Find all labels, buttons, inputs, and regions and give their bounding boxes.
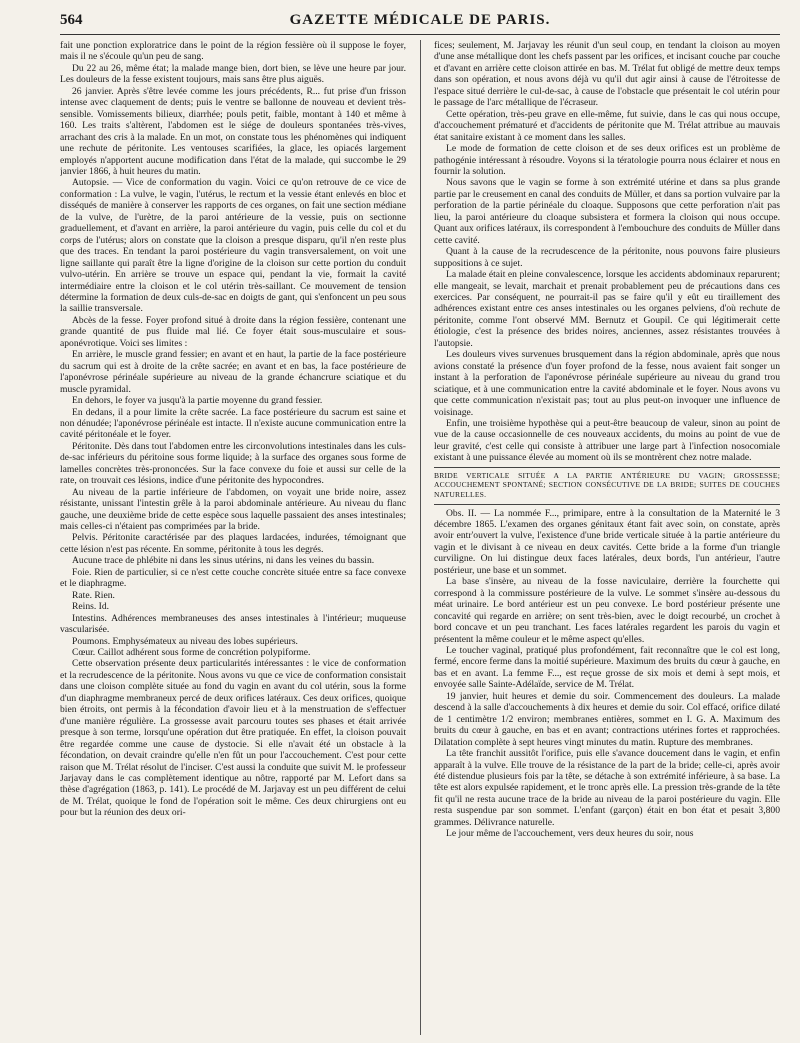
paragraph: Quant à la cause de la recrudescence de la péritonite, nous pouvons faire plusieurs suppositions à ce sujet.	[434, 246, 780, 269]
page-number: 564	[60, 12, 83, 28]
paragraph: Reins. Id.	[72, 601, 110, 613]
paragraph: Poumons. Emphysémateux au niveau des lobes supérieurs.	[72, 635, 298, 647]
case-heading: BRIDE VERTICALE SITUÉE A LA PARTIE ANTÉRIEURE DU VAGIN; GROSSESSE; ACCOUCHEMENT SPONTANÉ; SECTION CONSÉCUTIVE DE LA BRIDE; SUITES DE COUCHES NATURELLES.	[434, 470, 780, 499]
paragraph: En dedans, il a pour limite la crête sacrée. La face postérieure du sacrum est saine et non dénudée; l'aponévrose périnéale est intacte. Il n'existe aucune communication entre la cavité péritonéale et le foyer.	[60, 406, 406, 441]
paragraph: fait une ponction exploratrice dans le point de la région fessière où il suppose le foyer, mais il ne s'écoule qu'un peu de sang.	[60, 40, 406, 63]
paragraph: 26 janvier. Après s'être levée comme les jours précédents, R... fut prise d'un frisson intense avec claquement de dents; puis le ventre se ballonne de nouveau et devient très-sensible. Vomissements bilieux, diarrhée; pouls petit, faible, montant à 140 et même à 160. Les traits s'altèrent, l'abdomen est le siége de douleurs spontanées très-vives, arrachant des cris à la malade. En un mot, on constate tous les phénomènes qui indiquent une rechute de péritonite. Les ventouses scarifiées, la glace, les opiacés largement employés n'apportent aucune modification dans l'état de la malade, qui succombe le 29 janvier 1866, à huit heures du matin.	[60, 85, 406, 177]
paragraph: Obs. II. — La nommée F..., primipare, entre à la consultation de la Maternité le 3 décembre 1865. L'examen des organes génitaux étant fait avec soin, on constate, après avoir entr'ouvert la vulve, l'existence d'une bride verticale située à la partie antérieure du vagin et le divisant à ce niveau en deux cavités. Cette bride a la forme d'un triangle curviligne. On lui distingue deux faces latérales, deux bords, l'un antérieur, l'autre postérieur, une base et un sommet.	[434, 507, 780, 576]
paragraph: Du 22 au 26, même état; la malade mange bien, dort bien, se lève une heure par jour. Les douleurs de la fesse existent toujours, mais sans être plus aiguës.	[60, 62, 406, 86]
paragraph: Nous savons que le vagin se forme à son extrémité utérine et dans sa plus grande partie par le creusement en canal des conduits de Müller, et dans sa portion vulvaire par la perforation de la partie périnéale du cloaque. Supposons que cette perforation n'ait pas lieu, la paroi antérieure du cloaque subsistera et formera la cloison qui nous occupe. Quant aux orifices latéraux, ils correspondent à l'embouchure des conduits de Müller dans cette cavité.	[434, 177, 780, 246]
paragraph: Le jour même de l'accouchement, vers deux heures du soir, nous	[446, 828, 694, 840]
page-header	[60, 10, 780, 35]
paragraph: Enfin, une troisième hypothèse qui a peut-être beaucoup de valeur, sinon au point de vue de la cause occasionnelle de ces nouveaux accidents, du moins au point de vue de leur gravité, c'est celle qui consiste à attribuer une large part à l'infection nosocomiale existant à une puissance élevée au moment où ils se montrèrent chez notre malade.	[434, 417, 780, 464]
paragraph: Intestins. Adhérences membraneuses des anses intestinales à l'intérieur; muqueuse vascularisée.	[60, 612, 406, 636]
paragraph: Abcès de la fesse. Foyer profond situé à droite dans la région fessière, contenant une grande quantité de pus fluide mal lié. Ce foyer était sous-musculaire et sous-aponévrotique. Voici ses limites :	[60, 314, 406, 349]
paragraph: Le mode de formation de cette cloison et de ses deux orifices est un problème de pathogénie intéressant à résoudre. Voyons si la tératologie pourra nous éclairer et nous en fournir la solution.	[434, 143, 780, 177]
paragraph: Rate. Rien.	[72, 589, 115, 601]
paragraph: Le toucher vaginal, pratiqué plus profondément, fait reconnaître que le col est long, fermé, encore ferme dans la moitié supérieure. Maximum des bruits du cœur à gauche, en bas et en avant. La femme F..., est reçue grosse de six mois et demi à sept mois, et envoyée salle Sainte-Adélaïde, service de M. Trélat.	[434, 644, 780, 691]
paragraph: Cœur. Caillot adhérent sous forme de concrétion polypiforme.	[72, 647, 311, 659]
paragraph: En dehors, le foyer va jusqu'à la partie moyenne du grand fessier.	[72, 395, 323, 407]
journal-title: GAZETTE MÉDICALE DE PARIS.	[289, 12, 551, 28]
paragraph: Cette observation présente deux particularités intéressantes : le vice de conformation et la recrudescence de la péritonite. Nous avons vu que ce vice de conformation consistait dans une cloison complète située au fond du vagin en avant du col utérin, sous la forme d'un diaphragme membraneux percé de deux orifices latéraux. Ces deux orifices, quoique bien étroits, ont permis à la fécondation d'avoir lieu et à la menstruation de s'effectuer d'une manière régulière. La grossesse avait parcouru toutes ses phases et était arrivée presque à son terme, lorsqu'une opération dut être pratiquée. En effet, la cloison pouvait être regardée comme une cause de dystocie. Si elle n'avait été un obstacle à la fécondation, on devait craindre qu'elle n'en fût un pour l'accouchement. C'est pour cette raison que M. Trélat résolut de l'inciser. C'est aussi la conduite que suivit M. le professeur Jarjavay dans le cas complètement identique au nôtre, rapporté par M. Lefort dans sa thèse d'agrégation (1863, p. 141). Le procédé de M. Jarjavay est un peu différent de celui de M. Trélat, quoique le fond de l'opération soit le même. Ces deux chirurgiens ont eu pour but la réunion des deux ori-	[60, 658, 406, 819]
left-column	[60, 40, 406, 1035]
paragraph: Autopsie. — Vice de conformation du vagin. Voici ce qu'on retrouve de ce vice de conformation : La vulve, le vagin, l'utérus, le rectum et la vessie étant enlevés en bloc et disséqués de manière à conserver les rapports de ces organes, on fait une section médiane de la vulve, de l'urètre, de la paroi antérieure de la vessie, puis on sectionne graduellement, et d'avant en arrière, la paroi antérieure du vagin, puis celle du col et du corps de l'utérus; alors on constate que la cloison a presque disparu, qu'il n'en reste plus que des traces. En tendant la paroi postérieure du vagin transversalement, on voit une ligne saillante qui paraît être la ligne d'origine de la cloison sur cette portion du conduit vulvo-utérin. En arrière se trouve un espace qui, pendant la vie, formait la cavité intermédiaire entre la cloison et le col utérin très-saillant. Ce mouvement de tension détermine la formation de deux culs-de-sac en doigts de gant, qui s'enfoncent un peu sous la saillie transversale.	[60, 177, 406, 315]
paragraph: La base s'insère, au niveau de la fosse naviculaire, derrière la fourchette qui correspond à la commissure postérieure de la vulve. Le sommet s'insère au-dessous du méat urinaire. Le bord antérieur est un peu convexe. Le bord postérieur présente une concavité qui regarde en arrière; on sent très-bien, avec le doigt recourbé, un crochet à bord concave et un peu tranchant. Les faces latérales regardent les parois du vagin et présentent la même couleur et le même aspect qu'elles.	[434, 576, 780, 645]
text-columns	[60, 40, 780, 1035]
paragraph: Pelvis. Péritonite caractérisée par des plaques lardacées, indurées, témoignant que cette lésion n'est pas récente. En somme, péritonite à tous les degrés.	[60, 532, 406, 555]
paragraph: Aucune trace de phlébite ni dans les sinus utérins, ni dans les veines du bassin.	[72, 555, 375, 567]
paragraph: La tête franchit aussitôt l'orifice, puis elle s'avance doucement dans le vagin, et enfin apparaît à la vulve. Elle trouve de la résistance de la part de la bride; celle-ci, après avoir été distendue plusieurs fois par la tête, se détache à son extrémité inférieure, à sa base. La tête est alors expulsée rapidement, et le tronc après elle. La pression très-grande de la tête fit qu'il ne resta aucune trace de la bride au niveau de la paroi postérieure du vagin. Elle resta suspendue par son sommet. L'enfant (garçon) était en bon état et pesait 3,800 grammes. Délivrance naturelle.	[434, 748, 780, 828]
paragraph: En arrière, le muscle grand fessier; en avant et en haut, la partie de la face postérieure du sacrum qui est à droite de la crête sacrée; en avant et en bas, la face postérieure de l'aponévrose périnéale supérieure au niveau de la grande échancrure sciatique et du muscle pyramidal.	[60, 349, 406, 395]
paragraph: La malade était en pleine convalescence, lorsque les accidents abdominaux reparurent; elle mangeait, se levait, marchait et prenait probablement peu de précautions dans ces exercices. Par conséquent, ne pourrait-il pas se faire qu'il y eût eu tiraillement des adhérences existant entre ces anses intestinales ou les organes pelviens, d'où rechute de péritonite, comme l'ont observé MM. Bernutz et Goupil. Ce qui légitimerait cette étiologie, c'est la présence des brides noires, anciennes, assez résistantes trouvées à l'autopsie.	[434, 269, 780, 349]
paragraph: Les douleurs vives survenues brusquement dans la région abdominale, après que nous avions constaté la présence d'un foyer profond de la fesse, nous avaient fait songer un instant à la perforation de l'aponévrose périnéale supérieure au niveau du grand trou sciatique, et à une communication entre la cavité abdominale et le foyer. Nous avons vu que cette communication n'existait pas; tout au plus peut-on invoquer une influence de voisinage.	[434, 349, 780, 418]
paragraph: fices; seulement, M. Jarjavay les réunit d'un seul coup, en tendant la cloison au moyen d'une anse métallique dont les chefs passent par les orifices, et incisant couche par couche et d'avant en arrière cette cloison attirée en bas. M. Trélat fut obligé de mettre deux temps dans son opération, et nous avons déjà vu qu'il dut agir ainsi à cause de l'étroitesse de l'espace situé derrière le cul-de-sac, à cause de l'obstacle que présentait le col utérin pour le passage de l'arc métallique de l'écraseur.	[434, 40, 780, 109]
paragraph: Au niveau de la partie inférieure de l'abdomen, on voyait une bride noire, assez résistante, unissant l'intestin grêle à la paroi abdominale antérieure. Au niveau du flanc gauche, une deuxième bride de cette espèce sous laquelle passaient des anses intestinales; mais celles-ci n'étaient pas comprimées par la bride.	[60, 486, 406, 533]
paragraph: Foie. Rien de particulier, si ce n'est cette couche concrète située entre sa face convexe et le diaphragme.	[60, 566, 406, 590]
page	[60, 10, 780, 1035]
paragraph: Cette opération, très-peu grave en elle-même, fut suivie, dans le cas qui nous occupe, d'accouchement prématuré et d'accidents de péritonite que M. Trélat attribue au mauvais état sanitaire existant à ce moment dans les salles.	[434, 108, 780, 143]
paragraph: Péritonite. Dès dans tout l'abdomen entre les circonvolutions intestinales dans les culs-de-sac inférieurs du péritoine sous forme liquide; à la surface des organes sous forme de lamelles concrètes très-prononcées. Sur la face convexe du foie et aussi sur celle de la rate, on trouvait ces lésions, indice d'une péritonite des hypocondres.	[60, 440, 406, 487]
section-rule	[434, 504, 780, 505]
column-divider	[420, 40, 421, 1035]
right-column	[434, 40, 780, 1035]
section-rule	[434, 467, 780, 468]
paragraph: 19 janvier, huit heures et demie du soir. Commencement des douleurs. La malade descend à la salle d'accouchements à dix heures et demie du soir. Col effacé, orifice dilaté de 1 centimètre 1/2 environ; membranes entières, sommet en I. G. A. Maximum des bruits du cœur à gauche, en bas et en avant; contractions utérines fortes et rapprochées. Dilatation complète à sept heures vingt minutes du matin. Rupture des membranes.	[434, 690, 780, 748]
